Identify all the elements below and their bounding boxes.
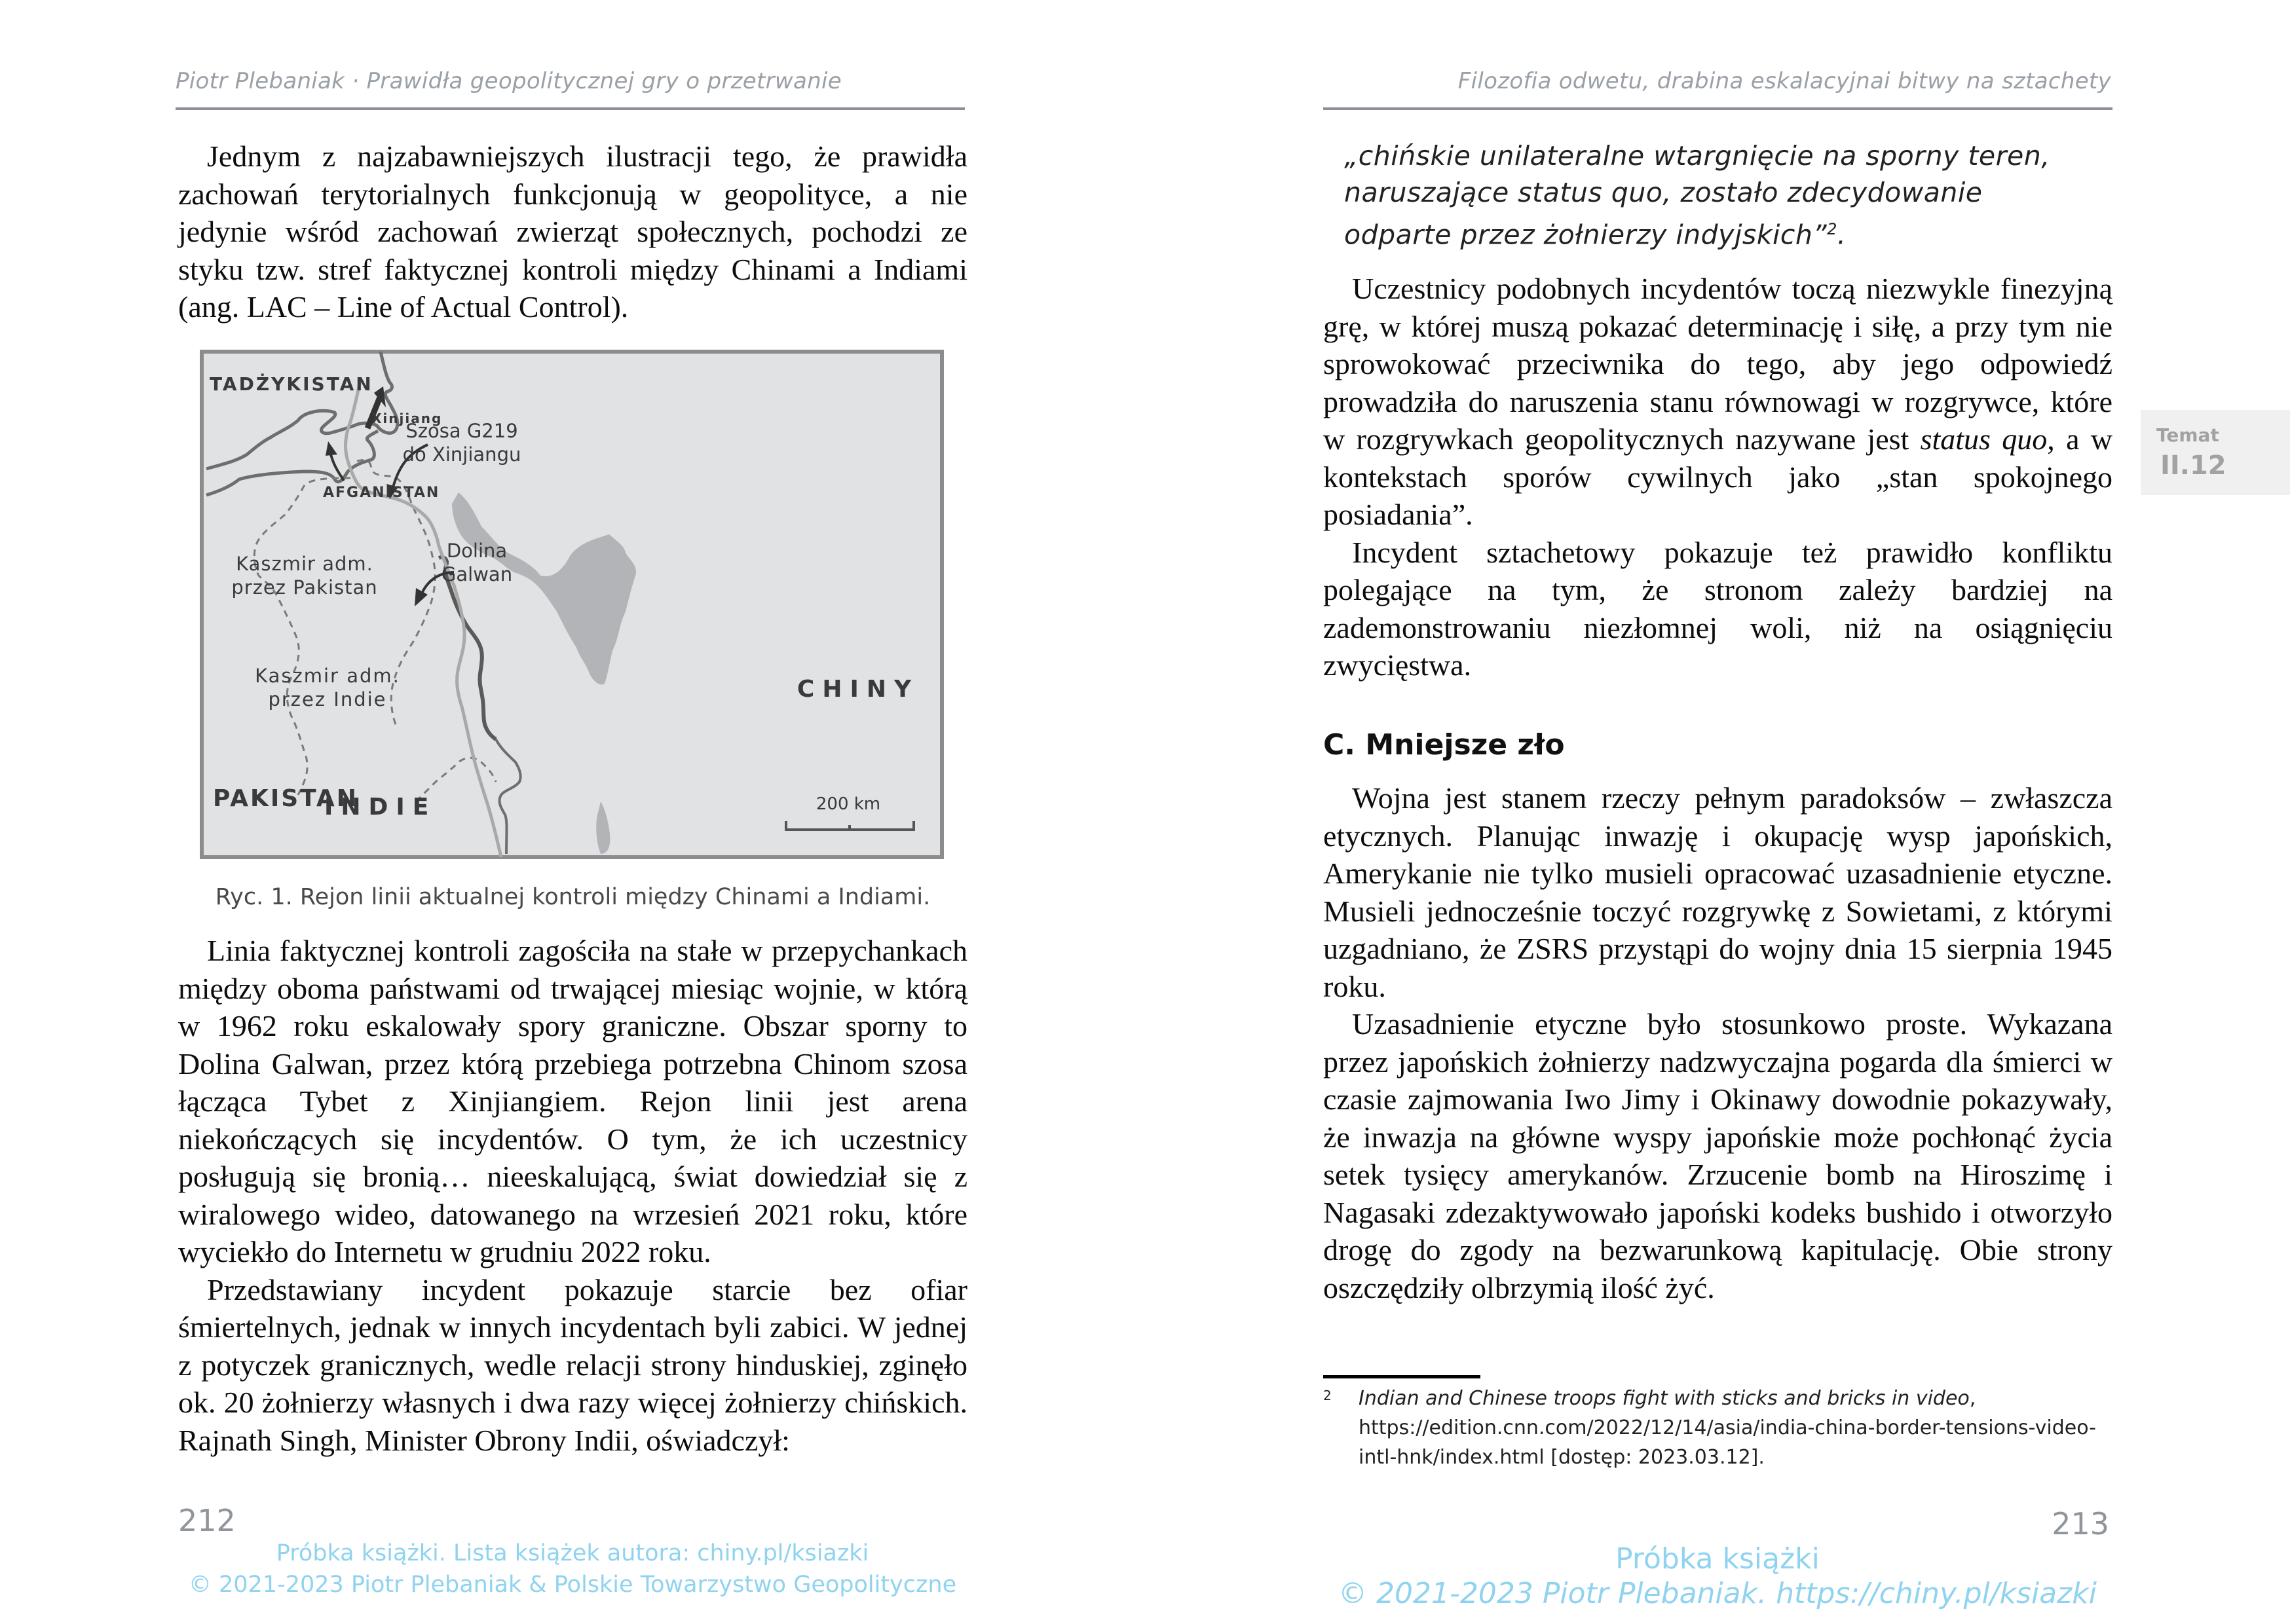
lac-map bbox=[200, 350, 944, 859]
intro-text bbox=[178, 138, 967, 326]
topic-tab-label: Temat bbox=[2156, 424, 2219, 446]
text-run: , a w kontekstach sporów cywilnych jako „stan spokojnego posiadania”. bbox=[1323, 422, 2112, 531]
figure-caption: Ryc. 1. Rejon linii aktualnej kontroli między Chinami a Indiami. bbox=[215, 884, 931, 910]
page-number-right: 213 bbox=[2052, 1506, 2109, 1541]
label-kashmir-in-line2: przez Indie bbox=[268, 688, 387, 710]
section-text bbox=[1323, 779, 2112, 1306]
watermark-line1: Próbka książki bbox=[1615, 1542, 1820, 1576]
label-kashmir-pk-line1: Kaszmir adm. bbox=[236, 553, 373, 575]
paragraph bbox=[1323, 270, 2112, 534]
watermark-line2: © 2021-2023 Piotr Plebaniak & Polskie Towarzystwo Geopolityczne bbox=[188, 1572, 957, 1598]
label-valley-line1: Dolina bbox=[446, 540, 508, 562]
page-number-left: 212 bbox=[178, 1503, 236, 1538]
label-kashmir-pk-line2: przez Pakistan bbox=[231, 576, 378, 599]
map-figure bbox=[200, 350, 944, 859]
footnote-text bbox=[1359, 1384, 2112, 1472]
footnote-ref[interactable]: 2 bbox=[1827, 220, 1837, 238]
label-road-line1: Szosa G219 bbox=[405, 420, 518, 442]
label-china: CHINY bbox=[797, 676, 920, 703]
label-pakistan: PAKISTAN bbox=[213, 785, 358, 812]
label-india: INDIE bbox=[324, 794, 437, 821]
footnote-rule bbox=[1323, 1375, 1480, 1378]
paragraph: Linia faktycznej kontroli zagościła na stałe w przepychankach między oboma państwami od trwającej miesiąc wojnie, w którą w 1962 roku eskalowały spory graniczne. Obszar sporny to Dolina Galwan, przez którą przebiega potrzebna Chinom szosa łącząca Tybet z Xinjiangiem. Rejon linii jest arena niekończących się incydentów. O tym, że ich uczestnicy posługują się bronią… nieeskalującą, świat dowiedział się z wiralowego wideo, datowanego na wrzesień 2021 roku, które wyciekło do Internetu w grudniu 2022 roku. bbox=[178, 934, 967, 1268]
right-page bbox=[1145, 0, 2290, 1624]
scale-label: 200 km bbox=[816, 794, 881, 814]
paragraph: Uzasadnienie etyczne było stosunkowo proste. Wykazana przez japońskich żołnierzy nadzwyczajna pogarda dla śmierci w czasie zajmowania Iwo Jimy i Okinawy dowodnie pokazywały, że inwazja na główne wyspy japońskie może pochłonąć życia setek tysięcy amerykanów. Zrzucenie bomb na Hiroszimę i Nagasaki zdezaktywowało japoński kodeks bushido i otworzyło drogę do zgody na bezwarunkową kapitulację. Obie strony oszczędziły olbrzymią ilość żyć. bbox=[1323, 1007, 2112, 1304]
section-heading: C. Mniejsze zło bbox=[1323, 728, 1565, 762]
text-run: Uczestnicy podobnych incydentów toczą niezwykle finezyjną grę, w której muszą pokazać determinację i siłę, a przy tym nie sprowokować przeciwnika do tego, aby jego odpowiedź prowadziła do naruszenia stanu równowagi w rozgrywce, które w rozgrywkach geopolitycznych nazywane jest bbox=[1323, 272, 2112, 456]
footnote-title: Indian and Chinese troops fight with sticks and bricks in video bbox=[1359, 1387, 1970, 1410]
main-text-right bbox=[1323, 270, 2112, 684]
block-quote bbox=[1344, 138, 2097, 253]
header-rule-left bbox=[176, 107, 965, 110]
italic-term: status quo bbox=[1920, 422, 2048, 456]
label-road-line2: do Xinjiangu bbox=[402, 443, 521, 466]
quote-text: „chińskie unilateralne wtargnięcie na sporny teren, naruszające status quo, zostało zdecydowanie odparte przez żołnierzy indyjskich” bbox=[1344, 140, 2050, 251]
topic-tab[interactable] bbox=[2141, 410, 2290, 495]
footnote bbox=[1323, 1384, 2112, 1472]
label-tajikistan: TADŻYKISTAN bbox=[210, 373, 373, 395]
paragraph: Wojna jest stanem rzeczy pełnym paradoksów – zwłaszcza etycznych. Planując inwazję i okupację wysp japońskich, Amerykanie nie tylko musieli opracować uzasadnienie etyczne. Musieli jednocześnie toczyć rozgrywkę z Sowietami, z którymi uzgadniano, że ZSRS przystąpi do wojny dnia 15 sierpnia 1945 roku. bbox=[1323, 781, 2112, 1003]
footnote-link[interactable]: , https://edition.cnn.com/2022/12/14/asia/india-china-border-tensions-video-intl-hnk/index.html [dostęp: 2023.03.12]. bbox=[1359, 1387, 2096, 1469]
label-valley-line2: Galwan bbox=[441, 563, 513, 585]
header-rule-right bbox=[1323, 107, 2112, 110]
quote-end: . bbox=[1837, 219, 1847, 251]
label-xinjiang: Xinjiang bbox=[371, 411, 443, 426]
running-head-right: Filozofia odwetu, drabina eskalacyjnai bitwy na sztachety bbox=[1457, 68, 2111, 94]
footnote-number: 2 bbox=[1323, 1388, 1332, 1403]
paragraph: Jednym z najzabawniejszych ilustracji tego, że prawidła zachowań terytorialnych funkcjonują w geopolityce, a nie jedynie wśród zachowań zwierząt społecznych, pochodzi ze styku tzw. stref faktycznej kontroli między Chinami a Indiami (ang. LAC – Line of Actual Control). bbox=[178, 139, 967, 323]
watermark-line1: Próbka książki. Lista książek autora: chiny.pl/ksiazki bbox=[276, 1540, 869, 1566]
running-head-left: Piotr Plebaniak · Prawidła geopolitycznej gry o przetrwanie bbox=[176, 68, 842, 94]
main-text-left bbox=[178, 932, 967, 1459]
watermark-line2: © 2021-2023 Piotr Plebaniak. https://chiny.pl/ksiazki bbox=[1338, 1577, 2097, 1610]
topic-tab-number: II.12 bbox=[2160, 451, 2226, 481]
paragraph: Incydent sztachetowy pokazuje też prawidło konfliktu polegające na tym, że stronom zależy bardziej na zademonstrowaniu niezłomnej woli, niż na osiągnięciu zwycięstwa. bbox=[1323, 535, 2112, 682]
label-afghanistan: AFGANISTAN bbox=[323, 485, 440, 501]
paragraph: Przedstawiany incydent pokazuje starcie bez ofiar śmiertelnych, jednak w innych incydentach byli zabici. W jednej z potyczek granicznych, wedle relacji strony hinduskiej, zginęło ok. 20 żołnierzy własnych i dwa razy więcej żołnierzy chińskich. Rajnath Singh, Minister Obrony Indii, oświadczył: bbox=[178, 1272, 967, 1457]
label-kashmir-in-line1: Kaszmir adm. bbox=[255, 665, 400, 687]
